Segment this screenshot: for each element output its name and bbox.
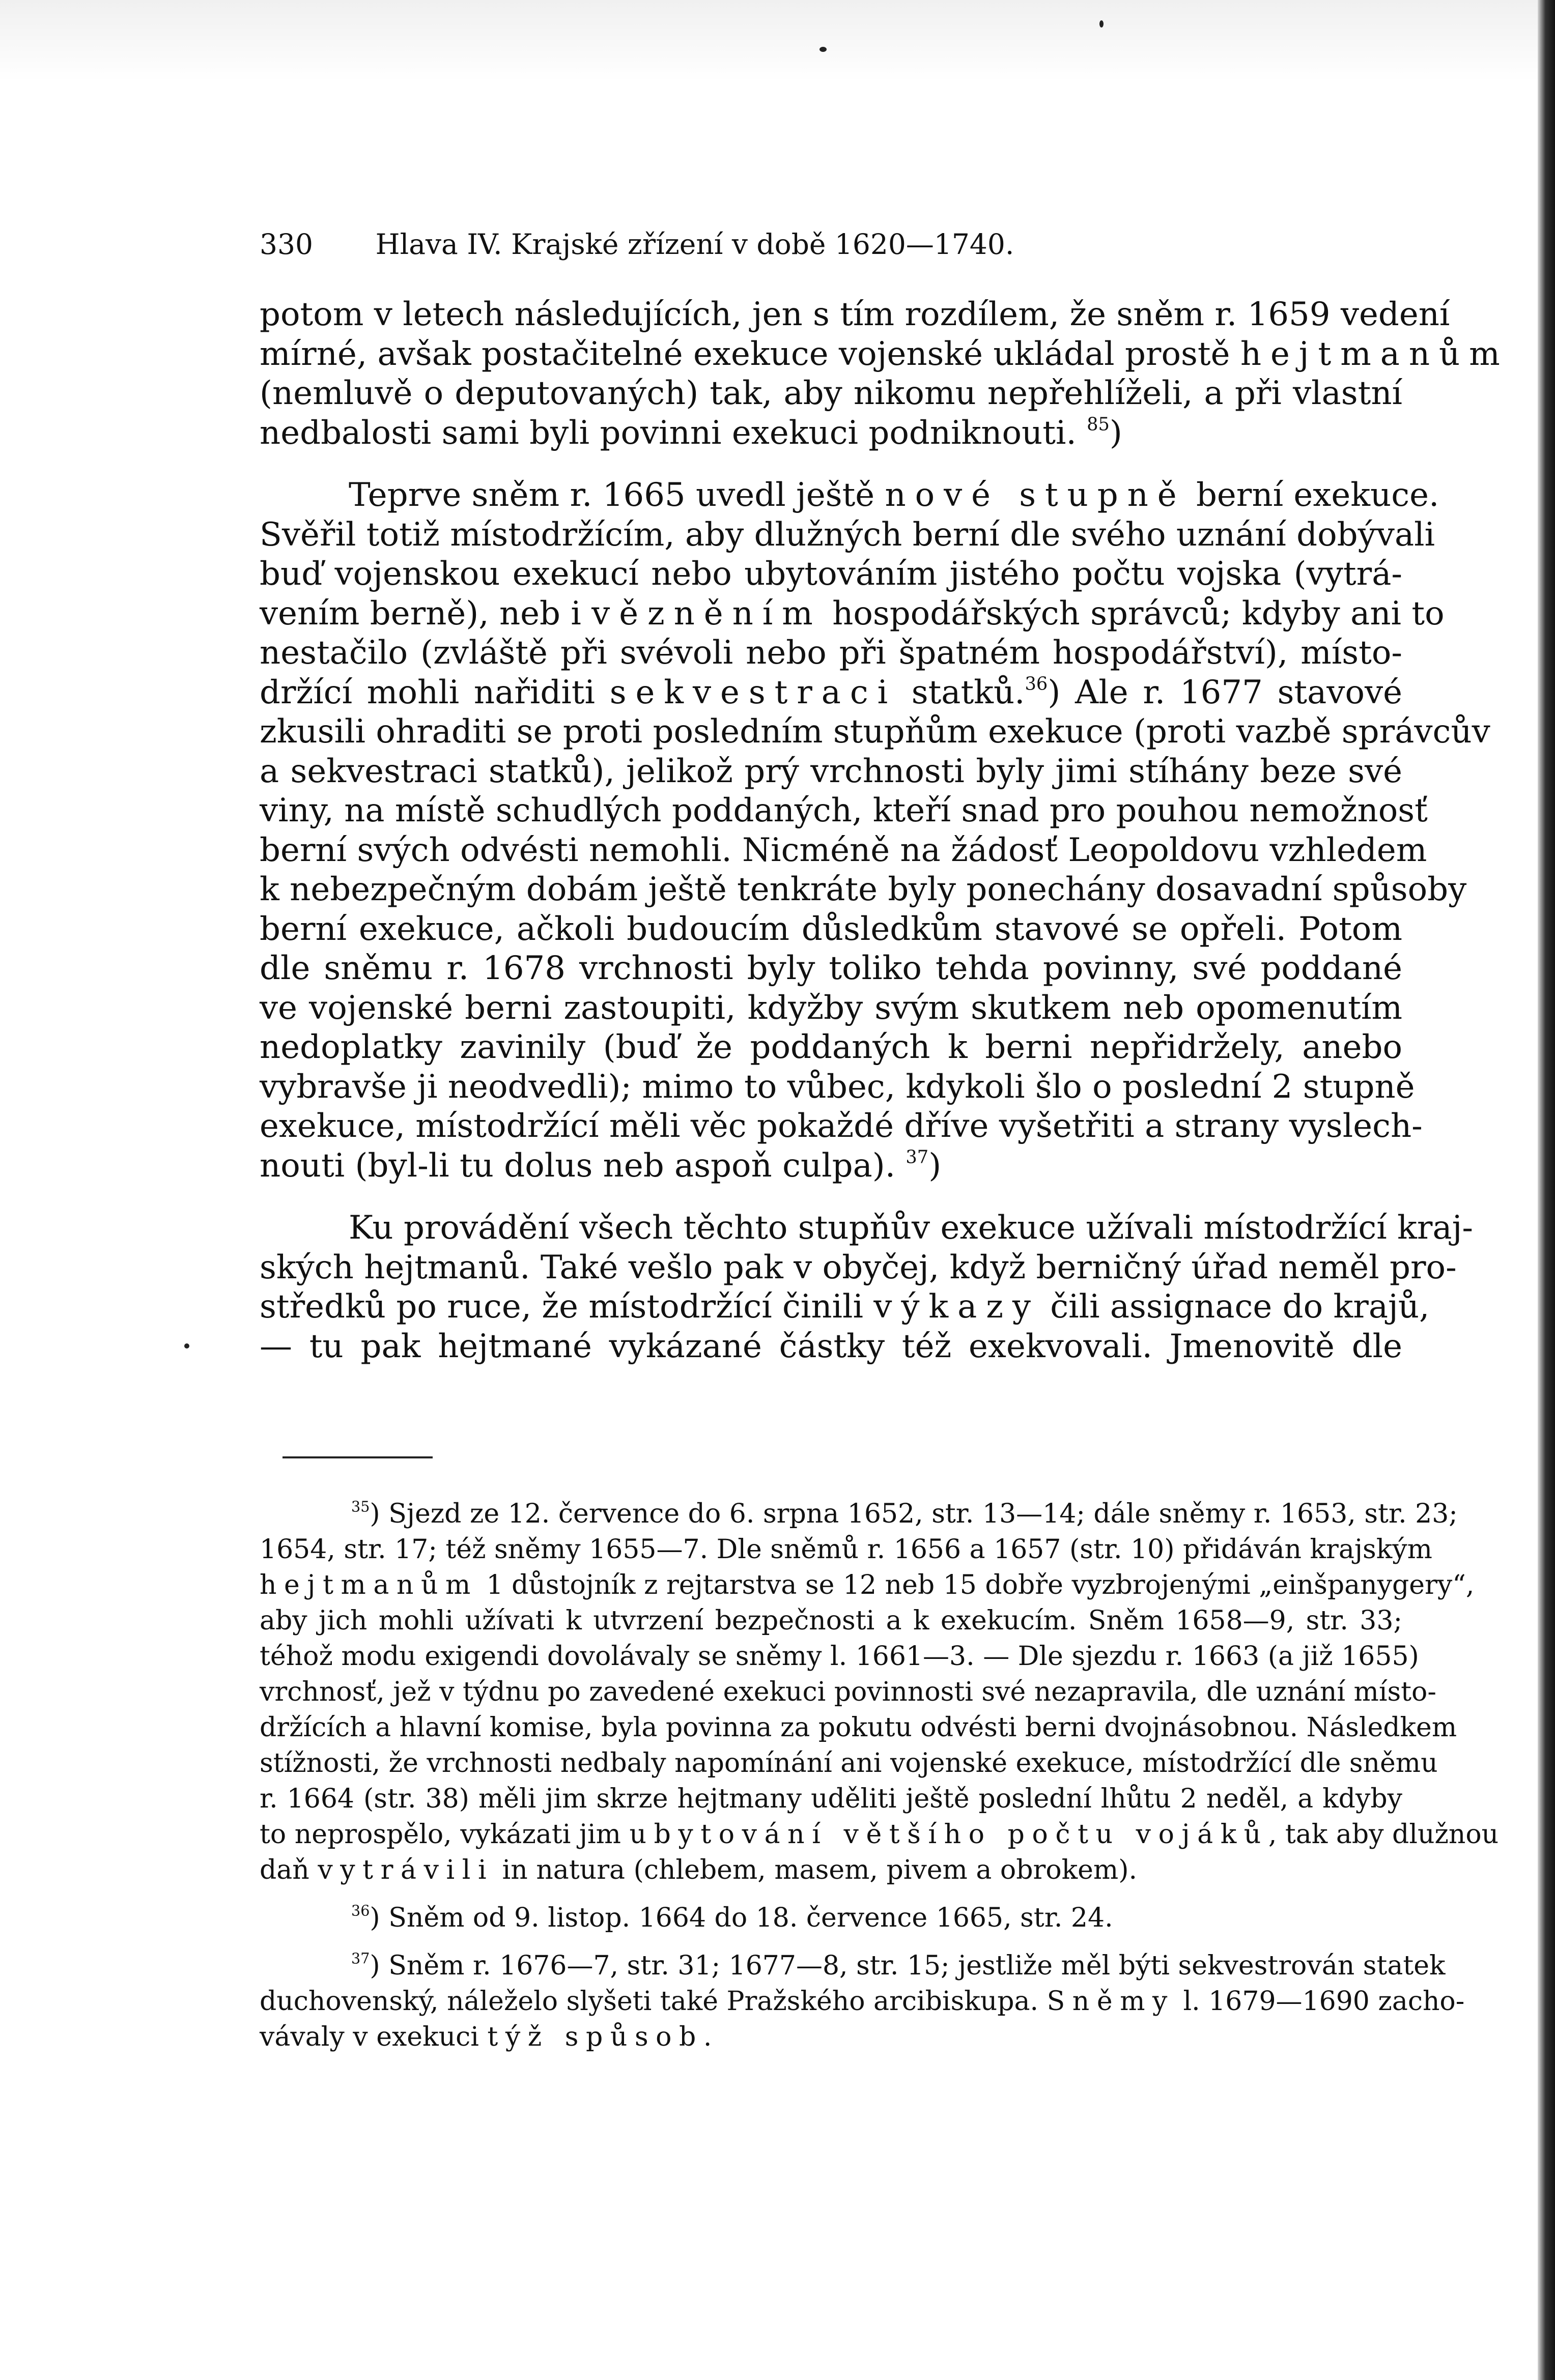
text-line [260, 1287, 1430, 1327]
scan-page-edge [1538, 0, 1555, 2380]
text-line: ských hejtmanů. Také vešlo pak v obyčej, když berničný úřad neměl pro- [260, 1248, 1457, 1286]
text-run: . [703, 2022, 712, 2052]
text-line: a sekvestraci statků), jelikož prý vrchnosti byly jimi stíhány beze své [260, 752, 1402, 790]
text-line: ve vojenské berni zastoupiti, kdyžby svým skutkem neb opomenutím [260, 989, 1402, 1027]
text-run: in natura (chlebem, masem, pivem a obrokem). [494, 1855, 1138, 1885]
footnote-ref: 85 [1087, 414, 1110, 435]
spaced-emphasis: hejtmanům [1240, 335, 1509, 373]
footnote-line: téhož modu exigendi dovolávaly se sněmy l. 1661—3. — Dle sjezdu r. 1663 (a již 1655) [260, 1641, 1419, 1672]
running-head [260, 224, 1130, 265]
footnote-line: držících a hlavní komise, byla povinna za pokutu odvésti berni dvojnásobnou. Následkem [260, 1712, 1457, 1743]
footnote-line [260, 1900, 1402, 1936]
text-line: nedoplatky zavinily (buď že poddaných k berni nepřidržely, anebo [260, 1028, 1402, 1066]
text-run: ) Ale r. 1677 stavové [1048, 673, 1403, 711]
text-run: daň [260, 1855, 318, 1885]
text-run: to neprospělo, vykázati jim [260, 1819, 630, 1850]
footnote-line: stížnosti, že vrchnosti nedbaly napomínání ani vojenské exekuce, místodržící dle sněmu [260, 1748, 1438, 1779]
text-run: Teprve sněm r. 1665 uvedl ještě [349, 476, 885, 514]
footnotes [260, 1496, 1499, 2055]
text-run: duchovenský, náleželo slyšeti také Pražského arcibiskupa. [260, 1986, 1047, 2017]
text-line: potom v letech následujících, jen s tím rozdílem, že sněm r. 1659 vedení [260, 296, 1450, 333]
spaced-emphasis: ubytování většího počtu vojáků [629, 1819, 1268, 1850]
footnote-line [260, 1852, 1402, 1888]
footnote-line: vrchnosť, jež v týdnu po zavedené exekuci povinnosti své nezapravila, dle uznání místo- [260, 1677, 1436, 1707]
main-text [260, 295, 1509, 1366]
spaced-emphasis: výkazy [873, 1288, 1040, 1326]
text-run: statků. [897, 673, 1025, 711]
spaced-emphasis: vytrávili [318, 1855, 494, 1885]
text-line: berní exekuce, ačkoli budoucím důsledkům stavové se opřeli. Potom [260, 910, 1402, 948]
footnote-ref: 37 [906, 1146, 929, 1168]
footnote-line [260, 1496, 1458, 1532]
text-line: buď vojenskou exekucí nebo ubytováním jistého počtu vojska (vytrá- [260, 555, 1402, 593]
text-line [260, 673, 1402, 713]
text-run: berní exekuce. [1185, 476, 1439, 514]
spaced-emphasis: hejtmanům [260, 1570, 478, 1600]
text-run: držící mohli nařiditi [260, 673, 610, 711]
text-run: hospodářských správců; kdyby ani to [822, 594, 1445, 633]
scan-speck [819, 47, 827, 52]
spaced-emphasis: sekvestraci [609, 673, 897, 711]
text-run: l. 1679—1690 zacho- [1175, 1986, 1465, 2017]
text-run: ) [1109, 414, 1122, 452]
spaced-emphasis: vězněním [591, 594, 822, 633]
text-line: — tu pak hejtmané vykázané částky též exekvovali. Jmenovitě dle [260, 1327, 1402, 1365]
footnote-mark: 36 [351, 1902, 370, 1919]
text-run: ) Sněm od 9. listop. 1664 do 18. července 1665, str. 24. [370, 1903, 1113, 1933]
footnote-ref: 36 [1025, 673, 1048, 695]
text-line: exekuce, místodržící měli věc pokaždé dříve vyšetřiti a strany vyslech- [260, 1107, 1423, 1145]
text-run: středků po ruce, že místodržící činili [260, 1288, 874, 1326]
page-number: 330 [260, 228, 313, 261]
text-run: 1 důstojník z rejtarstva se 12 neb 15 dobře vyzbrojenými „einšpanygery“, [477, 1570, 1475, 1600]
footnote-line [260, 1817, 1499, 1852]
text-line: viny, na místě schudlých poddaných, kteří snad pro pouhou nemožnosť [260, 792, 1428, 829]
text-line [260, 594, 1445, 634]
footnote-line: r. 1664 (str. 38) měli jim skrze hejtmany uděliti ještě poslední lhůtu 2 neděl, a kdyby [260, 1784, 1402, 1814]
scan-speck [1099, 20, 1104, 27]
footnote-line [260, 1984, 1465, 2019]
footnote-line: aby jich mohli užívati k utvrzení bezpečnosti a k exekucím. Sněm 1658—9, str. 33; [260, 1605, 1402, 1636]
text-line: zkusili ohraditi se proti posledním stupňům exekuce (proti vazbě správcův [260, 713, 1490, 751]
spaced-emphasis: Sněmy [1047, 1986, 1175, 2017]
footnote-separator [282, 1456, 433, 1458]
footnote-mark: 37 [351, 1949, 370, 1967]
text-line [260, 335, 1509, 375]
text-run: ) Sjezd ze 12. července do 6. srpna 1652, str. 13—14; dále sněmy r. 1653, str. 23; [370, 1499, 1458, 1529]
chapter-title: Hlava IV. Krajské zřízení v době 1620—1740. [375, 228, 1014, 261]
text-line: Ku provádění všech těchto stupňův exekuce užívali místodržící kraj- [349, 1209, 1474, 1247]
scan-speck [184, 1343, 189, 1349]
text-run: , tak aby dlužnou [1268, 1819, 1499, 1850]
text-run: ) [928, 1146, 942, 1185]
text-run: čili assignace do krajů, [1039, 1288, 1430, 1326]
text-line [260, 414, 1402, 453]
footnote-line [260, 1948, 1446, 1984]
footnote-line [260, 2019, 1402, 2055]
text-line [260, 476, 1439, 515]
text-line: nestačilo (zvláště při svévoli nebo při špatném hospodářství), místo- [260, 634, 1402, 672]
footnote-mark: 35 [351, 1498, 370, 1515]
text-run: vávaly v exekuci [260, 2022, 488, 2052]
text-line: Svěřil totiž místodržícím, aby dlužných berní dle svého uznání dobývali [260, 515, 1435, 554]
text-run: ) Sněm r. 1676—7, str. 31; 1677—8, str. 15; jestliže měl býti sekvestrován statek [370, 1951, 1446, 1981]
text-line: k nebezpečným dobám ještě tenkráte byly ponechány dosavadní spůsoby [260, 871, 1467, 908]
text-line: vybravše ji neodvedli); mimo to vůbec, kdykoli šlo o poslední 2 stupně [260, 1068, 1415, 1106]
text-run: nedbalosti sami byli povinni exekuci podniknouti. [260, 414, 1087, 452]
text-line [260, 1146, 1402, 1186]
text-line: berní svých odvésti nemohli. Nicméně na žádosť Leopoldovu vzhledem [260, 831, 1427, 869]
text-run: mírné, avšak postačitelné exekuce vojenské ukládal prostě [260, 335, 1240, 373]
footnote-line: 1654, str. 17; též sněmy 1655—7. Dle sněmů r. 1656 a 1657 (str. 10) přidáván krajským [260, 1534, 1432, 1565]
spaced-emphasis: týž spůsob [487, 2022, 703, 2052]
footnote-line [260, 1567, 1475, 1603]
scan-top-shading [0, 0, 1538, 81]
text-run: vením berně), neb i [260, 594, 592, 633]
text-line: (nemluvě o deputovaných) tak, aby nikomu nepřehlíželi, a při vlastní [260, 375, 1402, 412]
text-run: nouti (byl-li tu dolus neb aspoň culpa). [260, 1146, 906, 1185]
spaced-emphasis: nové stupně [885, 476, 1186, 514]
text-line: dle sněmu r. 1678 vrchnosti byly toliko tehda povinny, své poddané [260, 950, 1402, 987]
